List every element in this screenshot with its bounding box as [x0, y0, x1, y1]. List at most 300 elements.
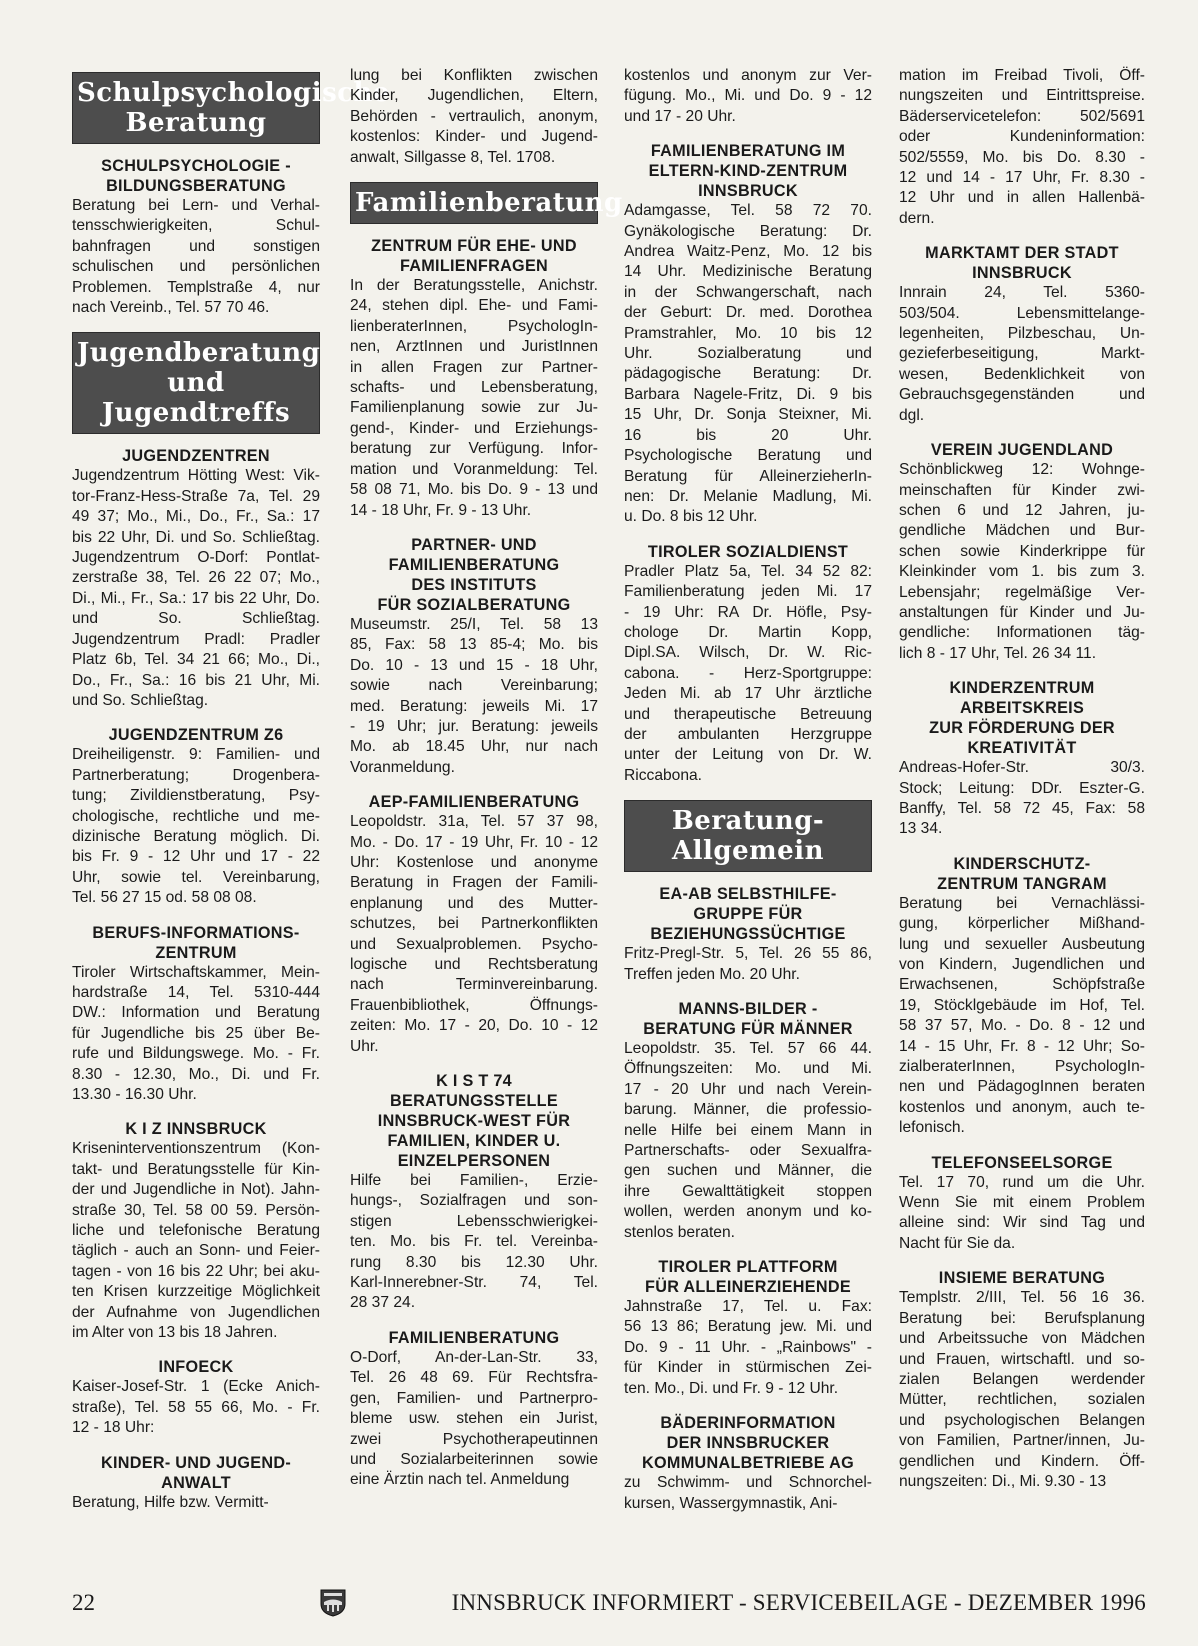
- body-line: bleme usw. stehen ein Jurist,: [350, 1410, 598, 1428]
- body-line: und Sozialarbeiterinnen sowie: [350, 1450, 598, 1468]
- body-line: Platz 6b, Tel. 34 21 66; Mo., Di.,: [72, 651, 320, 669]
- section-body: [72, 196, 320, 318]
- section-schulpsychologie: [72, 156, 320, 318]
- section-body: [899, 894, 1145, 1139]
- body-line: lung bei Konflikten zwischen: [350, 67, 598, 84]
- section-title-line: BÄDERINFORMATION: [660, 1414, 836, 1433]
- section-title-line: FAMILIENFRAGEN: [399, 257, 549, 276]
- body-line: zialen Belangen werdender: [899, 1370, 1145, 1388]
- body-line: Familienberatung jeden Mi. 17: [624, 583, 872, 601]
- body-line: gendliche Mädchen und Bur-: [899, 522, 1145, 540]
- section-kinder-jugendanwalt: [72, 1453, 320, 1513]
- body-line: gung, körperlicher Mißhand-: [899, 915, 1145, 933]
- section-odorf-continued: [624, 66, 872, 127]
- body-line: 14 - 15 Uhr, Fr. 8 - 12 Uhr; So-: [899, 1037, 1145, 1055]
- body-line: der und Jugendliche in Not). Jahn-: [72, 1181, 320, 1199]
- section-title: [350, 792, 598, 812]
- body-line: ten Krisen kurzzeitige Möglichkeit: [72, 1283, 320, 1301]
- section-title: [899, 440, 1145, 460]
- publication-title: INNSBRUCK INFORMIERT - SERVICEBEILAGE - DEZEMBER 1996: [451, 1590, 1146, 1615]
- body-line: 28 37 24.: [350, 1294, 416, 1312]
- section-title: [624, 999, 872, 1039]
- section-aep-familienberatung: [350, 792, 598, 1057]
- body-line: 24, stehen dipl. Ehe- und Fami-: [350, 297, 598, 315]
- section-title-line: FAMILIENBERATUNG IM: [650, 142, 846, 161]
- body-line: Familienplanung sowie zur Ju-: [350, 399, 598, 417]
- body-line: Templstr. 2/III, Tel. 56 16 36.: [899, 1289, 1145, 1307]
- body-line: straße 30, Tel. 58 00 59. Persön-: [72, 1201, 320, 1219]
- body-line: Dreiheiligenstr. 9: Familien- und: [72, 746, 320, 764]
- section-title-line: GRUPPE FÜR: [693, 905, 803, 924]
- body-line: Jugendzentrum O-Dorf: Pontlat-: [72, 549, 320, 567]
- section-title: [624, 1413, 872, 1473]
- section-title-line: BEZIEHUNGSSÜCHTIGE: [650, 925, 846, 944]
- banner-line: und Jugendtreffs: [101, 368, 291, 429]
- section-title-line: ANWALT: [161, 1473, 231, 1492]
- body-line: liche und telefonische Beratung: [72, 1222, 320, 1240]
- body-line: in der Schwangerschaft, nach: [624, 283, 872, 301]
- section-title-line: EINZELPERSONEN: [397, 1152, 551, 1171]
- banner-line: Jugendberatung: [77, 338, 321, 369]
- body-line: Mo. ab 18.45 Uhr, nur nach: [350, 738, 598, 756]
- body-line: schutzes, bei Partnerkonflikten: [350, 915, 598, 933]
- body-line: 13 34.: [899, 820, 943, 838]
- body-line: anstaltungen für Kinder und Ju-: [899, 603, 1145, 621]
- body-line: gen suchen und Männer, die: [624, 1162, 872, 1180]
- body-line: ten. Mo., Di. und Fr. 9 - 12 Uhr.: [624, 1379, 839, 1397]
- body-line: der Geburt: Dr. med. Dorothea: [624, 304, 872, 322]
- body-line: Gynäkologische Beratung: Dr.: [624, 222, 872, 240]
- body-line: 12 und 14 - 17 Uhr, Fr. 8.30 -: [899, 169, 1145, 187]
- body-line: Mo. - Do. 17 - 19 Uhr, Fr. 10 - 12: [350, 833, 598, 851]
- body-line: zu Schwimm- und Schnorchel-: [624, 1474, 872, 1492]
- section-title-line: BERATUNG FÜR MÄNNER: [643, 1020, 853, 1038]
- body-line: Uhr. Sozialberatung und: [624, 345, 872, 363]
- section-title-line: JUGENDZENTREN: [122, 447, 270, 466]
- body-line: schen sowie Kinderkrippe für: [899, 542, 1145, 560]
- body-line: und 17 - 20 Uhr.: [624, 107, 736, 125]
- section-title-line: ELTERN-KIND-ZENTRUM: [648, 162, 848, 181]
- body-line: 12 Uhr und in allen Hallenbä-: [899, 189, 1145, 207]
- body-line: Treffen jeden Mo. 20 Uhr.: [624, 965, 800, 983]
- body-line: zialberaterInnen, PsychologIn-: [899, 1058, 1145, 1076]
- body-line: Psychologische Beratung und: [624, 447, 872, 465]
- section-title: [350, 1328, 598, 1348]
- body-line: 8.30 - 12.30, Mo., Di. und Fr.: [72, 1065, 320, 1083]
- body-line: Tel. 17 70, rund um die Uhr.: [899, 1173, 1145, 1191]
- body-line: mation und Voranmeldung: Tel.: [350, 460, 598, 478]
- body-line: Do. 10 - 13 und 15 - 18 Uhr,: [350, 656, 598, 674]
- body-line: Beratung bei: Berufsplanung: [899, 1309, 1145, 1327]
- section-ehe-familienfragen: [350, 236, 598, 521]
- body-line: kursen, Wassergymnastik, Ani-: [624, 1494, 838, 1512]
- body-line: Tiroler Wirtschaftskammer, Mein-: [72, 963, 320, 981]
- section-title-line: TIROLER SOZIALDIENST: [647, 542, 849, 561]
- section-partner-familienberatung: [350, 535, 598, 778]
- body-line: Beratung für AlleinerzieherIn-: [624, 467, 872, 485]
- body-line: Öffnungszeiten: Mo. und Mi.: [624, 1060, 872, 1078]
- body-line: Beratung, Hilfe bzw. Vermitt-: [72, 1493, 269, 1511]
- section-body: [350, 812, 598, 1057]
- section-telefonseelsorge: [899, 1153, 1145, 1255]
- section-title: [350, 535, 598, 615]
- section-body: [72, 1377, 320, 1438]
- section-title-line: INNSBRUCK: [972, 264, 1072, 283]
- body-line: Beratung bei Lern- und Verhal-: [72, 197, 320, 214]
- body-line: Uhr, sowie tel. Vereinbarung,: [72, 868, 320, 886]
- body-line: med. Beratung: jeweils Mi. 17: [350, 697, 598, 715]
- section-title: [72, 1119, 320, 1139]
- section-body: [72, 1139, 320, 1343]
- body-line: In der Beratungsstelle, Anichstr.: [350, 277, 598, 295]
- body-line: 12 - 18 Uhr:: [72, 1419, 155, 1437]
- footer: [72, 1583, 1146, 1623]
- body-line: Riccabona.: [624, 766, 703, 784]
- body-line: ihre Gewalttätigkeit stoppen: [624, 1182, 872, 1200]
- section-title-line: TIROLER PLATTFORM: [658, 1258, 838, 1277]
- section-title-line: AEP-FAMILIENBERATUNG: [368, 793, 580, 812]
- section-title-line: FAMILIENBERATUNG: [388, 555, 560, 574]
- body-line: Nacht für Sie da.: [899, 1234, 1016, 1252]
- section-title-line: KINDER- UND JUGEND-: [100, 1453, 292, 1472]
- body-line: barung. Männer, die professio-: [624, 1101, 872, 1119]
- body-line: und So. Schließtag.: [72, 691, 209, 709]
- body-line: - 19 Uhr: RA Dr. Höfle, Psy-: [624, 603, 872, 621]
- body-line: ten. Mo. bis Fr. tel. Vereinba-: [350, 1233, 598, 1251]
- section-title: [72, 1357, 320, 1377]
- body-line: Andreas-Hofer-Str. 30/3.: [899, 759, 1145, 777]
- section-title-line: K I S T 74: [436, 1072, 512, 1091]
- banner-jugendberatung: [72, 332, 320, 434]
- section-body: [899, 460, 1145, 664]
- section-infoeck: [72, 1357, 320, 1438]
- body-line: oder Kundeninformation:: [899, 128, 1145, 146]
- body-line: 19, Stöcklgebäude im Hof, Tel.: [899, 996, 1145, 1014]
- body-line: für Jugendliche bis 25 über Be-: [72, 1024, 320, 1042]
- body-line: meinschaften für Kinder zwi-: [899, 481, 1145, 499]
- body-line: Gebrauchsgegenständen und: [899, 386, 1145, 404]
- body-line: 58 37 57, Mo. - Do. 8 - 12 und: [899, 1017, 1145, 1035]
- body-line: DW.: Information und Beratung: [72, 1004, 320, 1022]
- body-line: enplanung und des Mutter-: [350, 894, 598, 912]
- body-line: Kriseninterventionszentrum (Kon-: [72, 1140, 320, 1158]
- body-line: Hilfe bei Familien-, Erzie-: [350, 1172, 598, 1190]
- section-title-line: BERATUNGSSTELLE: [390, 1092, 558, 1111]
- section-ea-ab-selbsthilfe: [624, 884, 872, 985]
- body-line: wollen, werden anonym und ko-: [624, 1203, 872, 1221]
- section-title-line: ZENTRUM TANGRAM: [937, 874, 1107, 893]
- section-title-line: FAMILIENBERATUNG: [388, 1328, 560, 1347]
- body-line: lienberaterInnen, PsychologIn-: [350, 317, 598, 335]
- body-line: Adamgasse, Tel. 58 72 70.: [624, 202, 872, 220]
- banner-line: Beratung-Allgemein: [671, 806, 825, 867]
- banner-familienberatung: [350, 182, 623, 224]
- section-body: [899, 66, 1145, 229]
- body-line: 14 - 18 Uhr, Fr. 9 - 13 Uhr.: [350, 501, 532, 519]
- body-line: 15 Uhr, Dr. Sonja Steixner, Mi.: [624, 406, 872, 424]
- banner-schulpsychologische-beratung: [72, 72, 390, 144]
- section-body: [624, 66, 872, 127]
- body-line: 56 13 86; Beratung jew. Mi. und: [624, 1318, 872, 1336]
- section-title: [72, 923, 320, 963]
- section-manns-bilder: [624, 999, 872, 1243]
- section-title-line: INFOECK: [158, 1358, 234, 1377]
- body-line: Di., Mi., Fr., Sa.: 17 bis 22 Uhr, Do.: [72, 589, 320, 607]
- body-line: sowie nach Vereinbarung;: [350, 677, 598, 695]
- section-anwalt-continued: [350, 66, 598, 168]
- body-line: 14 Uhr. Medizinische Beratung: [624, 263, 872, 281]
- body-line: schulischen und persönlichen: [72, 258, 320, 276]
- section-body: [350, 1171, 598, 1314]
- section-body: [350, 615, 598, 778]
- section-marktamt: [899, 243, 1145, 426]
- section-title-line: JUGENDZENTRUM Z6: [108, 726, 284, 745]
- body-line: nungszeiten: Di., Mi. 9.30 - 13: [899, 1472, 1107, 1490]
- banner-line: Beratung: [125, 108, 267, 138]
- body-line: zerstraße 38, Tel. 26 22 07; Mo.,: [72, 569, 320, 587]
- body-line: eine Ärztin nach tel. Anmeldung: [350, 1471, 570, 1489]
- body-line: hardstraße 14, Tel. 5310-444: [72, 983, 320, 1001]
- section-body: [624, 1039, 872, 1243]
- section-kiz-innsbruck: [72, 1119, 320, 1343]
- section-berufs-informationszentrum: [72, 923, 320, 1106]
- section-body: [899, 1173, 1145, 1255]
- body-line: wesen, Bedenklichkeit von: [899, 365, 1145, 383]
- body-line: nach Vereinb., Tel. 57 70 46.: [72, 299, 270, 317]
- section-title: [899, 854, 1145, 894]
- section-kinderschutz-tangram: [899, 854, 1145, 1139]
- section-title-line: ZUR FÖRDERUNG DER: [929, 719, 1115, 738]
- section-title-line: TELEFONSEELSORGE: [931, 1153, 1113, 1172]
- body-line: 85, Fax: 58 13 85-4; Mo. bis: [350, 636, 598, 654]
- body-line: lung und sexueller Ausbeutung: [899, 935, 1145, 953]
- body-line: stigen Lebensschwierigkei-: [350, 1212, 598, 1230]
- body-line: Andrea Waitz-Penz, Mo. 12 bis: [624, 243, 872, 261]
- body-line: schen 6 und 12 Jahren, ju-: [899, 501, 1145, 519]
- section-plattform-alleinerziehende: [624, 1257, 872, 1399]
- section-title: [72, 446, 320, 466]
- body-line: Kaiser-Josef-Str. 1 (Ecke Anich-: [72, 1378, 320, 1396]
- section-title: [899, 1153, 1145, 1173]
- body-line: täglich - auch an Sonn- und Feier-: [72, 1242, 320, 1260]
- section-title: [624, 141, 872, 201]
- body-line: logische und Rechtsberatung: [350, 956, 598, 973]
- section-kist-74: [350, 1071, 598, 1314]
- section-title-line: BILDUNGSBERATUNG: [106, 177, 286, 195]
- section-insieme-beratung: [899, 1268, 1145, 1492]
- section-body: [350, 1348, 598, 1491]
- body-line: für Kinder in stürmischen Zei-: [624, 1359, 872, 1377]
- section-title-line: KINDERZENTRUM: [949, 679, 1095, 698]
- banner-line: Familienberatung: [355, 188, 623, 219]
- body-line: Beratung bei Vernachlässi-: [899, 894, 1145, 912]
- body-line: Voranmeldung.: [350, 758, 455, 776]
- body-line: 13.30 - 16.30 Uhr.: [72, 1086, 197, 1103]
- section-body: [624, 1473, 872, 1514]
- banner-line: Schulpsychologische: [77, 78, 390, 108]
- body-line: Schönblickweg 12: Wohnge-: [899, 461, 1145, 479]
- section-body: [899, 283, 1145, 426]
- body-line: takt- und Beratungsstelle für Kin-: [72, 1160, 320, 1178]
- body-line: nungszeiten und Eintrittspreise.: [899, 87, 1145, 105]
- body-line: tensschwierigkeiten, Schul-: [72, 217, 320, 235]
- body-line: rufe und Bildungswege. Mo. - Fr.: [72, 1045, 320, 1063]
- body-line: der Aufnahme von Jugendlichen: [72, 1303, 320, 1321]
- body-line: Jeden Mi. ab 17 Uhr ärztliche: [624, 685, 872, 703]
- body-line: Frauenbibliothek, Öffnungs-: [350, 996, 598, 1014]
- section-kinderzentrum: [899, 678, 1145, 840]
- body-line: Banffy, Tel. 58 72 45, Fax: 58: [899, 799, 1145, 817]
- section-jugendzentren: [72, 446, 320, 711]
- body-line: Kinder, Jugendlichen, Eltern,: [350, 87, 598, 105]
- section-familienberatung-odorf: [350, 1328, 598, 1491]
- body-line: kostenlos: Kinder- und Jugend-: [350, 128, 598, 146]
- body-line: Leopoldstr. 31a, Tel. 57 37 98,: [350, 813, 598, 831]
- section-body: [899, 1288, 1145, 1492]
- body-line: hungs-, Sozialfragen und son-: [350, 1192, 598, 1210]
- body-line: tagen - von 16 bis 22 Uhr; bei aku-: [72, 1262, 320, 1280]
- body-line: stenlos beraten.: [624, 1223, 735, 1241]
- body-line: von Kindern, Jugendlichen und: [899, 956, 1145, 973]
- body-line: und So. Schließtag.: [72, 610, 320, 628]
- section-title: [350, 236, 598, 276]
- section-eltern-kind-zentrum: [624, 141, 872, 528]
- section-title-line: VEREIN JUGENDLAND: [930, 441, 1114, 460]
- body-line: von Familien, Partner/innen, Ju-: [899, 1432, 1145, 1450]
- body-line: Wenn Sie mit einem Problem: [899, 1194, 1145, 1212]
- section-title-line: MANNS-BILDER -: [678, 1000, 818, 1018]
- section-baederinformation: [624, 1413, 872, 1514]
- body-line: Pradler Platz 5a, Tel. 34 52 82:: [624, 562, 872, 580]
- body-line: Tel. 56 27 15 od. 58 08 08.: [72, 889, 257, 907]
- body-line: dgl.: [899, 406, 925, 424]
- body-line: Uhr.: [350, 1037, 379, 1055]
- body-line: straße), Tel. 58 55 66, Mo. - Fr.: [72, 1398, 320, 1416]
- body-line: Erwachsenen, Schöpfstraße: [899, 976, 1145, 994]
- body-line: Kleinkinder vom 1. bis zum 3.: [899, 563, 1145, 581]
- body-line: Dipl.SA. Wilsch, Dr. W. Ric-: [624, 644, 872, 662]
- body-line: Pramstrahler, Mo. 10 bis 12: [624, 324, 872, 342]
- body-line: zeiten: Mo. 17 - 20, Do. 10 - 12: [350, 1017, 598, 1035]
- body-line: rung 8.30 bis 12.30 Uhr.: [350, 1253, 598, 1271]
- body-line: nelle Hilfe bei einem Mann in: [624, 1121, 872, 1139]
- section-title-line: KREATIVITÄT: [967, 739, 1077, 758]
- page-number: 22: [72, 1590, 95, 1615]
- section-title-line: DER INNSBRUCKER: [666, 1434, 830, 1453]
- section-title: [899, 678, 1145, 758]
- body-line: kostenlos und anonym zur Ver-: [624, 67, 872, 84]
- body-line: Partnerschafts- oder Sexualfra-: [624, 1142, 872, 1160]
- body-line: Mütter, rechtlichen, sozialen: [899, 1391, 1145, 1409]
- body-line: 17 - 20 Uhr und nach Verein-: [624, 1080, 872, 1098]
- section-title: [350, 1071, 598, 1171]
- body-line: 49 37; Mo., Mi., Do., Fr., Sa.: 17: [72, 508, 320, 526]
- body-line: schafts- und Lebensberatung,: [350, 379, 598, 397]
- section-title-line: ZENTRUM FÜR EHE- UND: [371, 237, 577, 256]
- body-line: fügung. Mo., Mi. und Do. 9 - 12: [624, 87, 872, 105]
- section-tiroler-sozialdienst: [624, 542, 872, 786]
- section-title: [72, 725, 320, 745]
- section-title-line: DES INSTITUTS: [411, 575, 537, 594]
- body-line: 58 08 71, Mo. bis Do. 9 - 13 und: [350, 481, 598, 499]
- column-4: [899, 66, 1145, 1546]
- body-line: und therapeutische Betreuung: [624, 705, 872, 723]
- body-line: u. Do. 8 bis 12 Uhr.: [624, 508, 758, 526]
- body-line: chologische, rechtliche und me-: [72, 807, 320, 825]
- section-title-line: INSIEME BERATUNG: [938, 1269, 1106, 1288]
- section-baeder-continued: [899, 66, 1145, 229]
- body-line: gen, Familien- und Partnerpro-: [350, 1389, 598, 1407]
- section-body: [624, 562, 872, 786]
- body-line: Do. 9 - 11 Uhr. - „Rainbows" -: [624, 1338, 872, 1356]
- body-line: 502/5559, Mo. bis Do. 8.30 -: [899, 148, 1145, 166]
- section-body: [624, 1297, 872, 1399]
- section-title-line: FÜR ALLEINERZIEHENDE: [645, 1278, 851, 1297]
- body-line: Behörden - vertraulich, anonym,: [350, 107, 598, 125]
- body-line: Partnerberatung; Drogenbera-: [72, 766, 320, 784]
- section-body: [350, 66, 598, 168]
- section-title: [624, 1257, 872, 1297]
- body-line: cabona. - Herz-Sportgruppe:: [624, 664, 872, 682]
- body-line: Innrain 24, Tel. 5360-: [899, 284, 1145, 302]
- section-title: [899, 1268, 1145, 1288]
- section-body: [624, 944, 872, 985]
- body-line: Fritz-Pregl-Str. 5, Tel. 26 55 86,: [624, 945, 872, 963]
- section-title-line: SCHULPSYCHOLOGIE -: [101, 157, 291, 175]
- body-line: O-Dorf, An-der-Lan-Str. 33,: [350, 1348, 598, 1366]
- body-line: lich 8 - 17 Uhr, Tel. 26 34 11.: [899, 644, 1097, 662]
- body-line: zwei Psychotherapeutinnen: [350, 1430, 598, 1448]
- column-2: [350, 66, 623, 1546]
- body-line: 503/504. Lebensmittelange-: [899, 304, 1145, 322]
- body-line: pädagogische Beratung: Dr.: [624, 365, 872, 383]
- body-line: gendliche: Informationen täg-: [899, 624, 1145, 642]
- body-line: gend-, Kinder- und Erziehungs-: [350, 419, 598, 437]
- section-title: [624, 542, 872, 562]
- body-line: 16 bis 20 Uhr.: [624, 426, 872, 444]
- body-line: Beratung in Fragen der Famili-: [350, 874, 598, 892]
- body-line: Lebensjahr; regelmäßige Ver-: [899, 583, 1145, 601]
- body-line: bis Fr. 9 - 12 Uhr und 17 - 22: [72, 848, 320, 866]
- section-title-line: EA-AB SELBSTHILFE-: [659, 885, 837, 904]
- body-line: im Alter von 13 bis 18 Jahren.: [72, 1324, 278, 1342]
- section-title-line: KINDERSCHUTZ-: [953, 854, 1091, 873]
- body-line: chologe Dr. Martin Kopp,: [624, 623, 872, 641]
- body-line: legenheiten, Pilzbeschau, Un-: [899, 325, 1145, 343]
- innsbruck-coat-of-arms-icon: [320, 1589, 346, 1617]
- section-body: [350, 276, 598, 521]
- section-title-line: KOMMUNALBETRIEBE AG: [642, 1454, 854, 1473]
- body-line: beratung zur Verfügung. Infor-: [350, 440, 598, 458]
- body-line: Leopoldstr. 35. Tel. 57 66 44.: [624, 1040, 872, 1057]
- body-line: anwalt, Sillgasse 8, Tel. 1708.: [350, 148, 556, 166]
- body-line: und Sexualproblemen. Psycho-: [350, 935, 598, 953]
- section-title-line: BERUFS-INFORMATIONS-: [92, 923, 300, 942]
- body-line: Bäderservicetelefon: 502/5691: [899, 107, 1145, 125]
- body-line: dern.: [899, 209, 935, 227]
- body-line: - 19 Uhr; jur. Beratung: jeweils: [350, 717, 598, 735]
- section-title-line: PARTNER- UND: [411, 535, 537, 554]
- body-line: Jahnstraße 17, Tel. u. Fax:: [624, 1298, 872, 1316]
- section-body: [624, 201, 872, 528]
- section-title-line: FAMILIEN, KINDER U.: [387, 1132, 561, 1151]
- column-3: [624, 66, 872, 1546]
- body-line: Tel. 26 48 69. Für Rechtsfra-: [350, 1369, 598, 1387]
- body-line: kostenlos und anonym, auch te-: [899, 1098, 1145, 1116]
- section-title-line: MARKTAMT DER STADT: [925, 244, 1119, 263]
- body-line: tung; Zivildienstberatung, Psy-: [72, 787, 320, 805]
- body-line: Problemen. Templstraße 4, nur: [72, 278, 320, 296]
